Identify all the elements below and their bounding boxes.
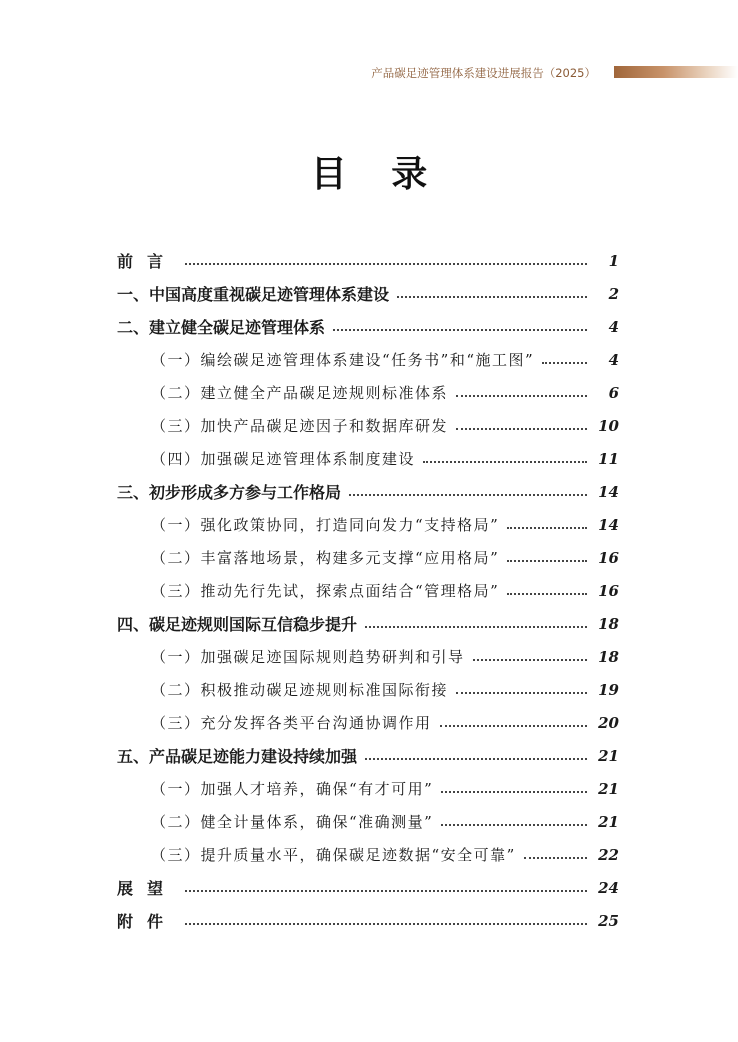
toc-leader-dots — [441, 824, 587, 826]
toc-leader-dots — [441, 791, 587, 793]
toc-leader-dots — [397, 296, 587, 298]
toc-entry-label: （一）编绘碳足迹管理体系建设“任务书”和“施工图” — [151, 351, 535, 369]
toc-entry-label: 前言 — [117, 252, 178, 271]
toc-entry-label: （一）加强人才培养，确保“有才可用” — [151, 780, 434, 798]
toc-entry-label: （一）加强碳足迹国际规则趋势研判和引导 — [151, 648, 465, 666]
page-header — [0, 64, 738, 82]
toc-entry-page-number: 21 — [598, 779, 619, 798]
toc-leader-dots — [542, 362, 587, 364]
toc-entry[interactable] — [117, 871, 619, 904]
toc-leader-dots — [507, 593, 587, 595]
toc-entry[interactable] — [117, 772, 619, 805]
toc-entry-label: （二）积极推动碳足迹规则标准国际衔接 — [151, 681, 449, 699]
toc-entry[interactable] — [117, 409, 619, 442]
toc-entry-label: （三）加快产品碳足迹因子和数据库研发 — [151, 417, 449, 435]
toc-entry-page-number: 18 — [598, 647, 619, 666]
toc-leader-dots — [185, 923, 587, 925]
toc-entry-label: （二）丰富落地场景，构建多元支撑“应用格局” — [151, 549, 500, 567]
toc-entry-label: 一、中国高度重视碳足迹管理体系建设 — [117, 285, 390, 304]
toc-entry-label: 五、产品碳足迹能力建设持续加强 — [117, 747, 358, 766]
toc-leader-dots — [185, 263, 587, 265]
toc-leader-dots — [507, 560, 587, 562]
toc-leader-dots — [185, 890, 587, 892]
toc-entry-label: （三）提升质量水平，确保碳足迹数据“安全可靠” — [151, 846, 516, 864]
toc-entry-page-number: 14 — [598, 482, 619, 501]
toc-entry-page-number: 4 — [608, 350, 619, 369]
toc-entry-label: （四）加强碳足迹管理体系制度建设 — [151, 450, 416, 468]
toc-entry-page-number: 22 — [598, 845, 619, 864]
toc-entry[interactable] — [117, 574, 619, 607]
toc-entry[interactable] — [117, 244, 619, 277]
toc-entry-page-number: 24 — [598, 878, 619, 897]
toc-entry[interactable] — [117, 442, 619, 475]
header-accent-bar — [614, 66, 738, 78]
toc-entry-label: 二、建立健全碳足迹管理体系 — [117, 318, 326, 337]
page-title: 目 录 — [310, 153, 444, 195]
toc-entry[interactable] — [117, 541, 619, 574]
toc-entry[interactable] — [117, 475, 619, 508]
toc-leader-dots — [473, 659, 587, 661]
toc-entry-page-number: 2 — [608, 284, 619, 303]
toc-leader-dots — [365, 758, 587, 760]
toc-entry-label: （二）健全计量体系，确保“准确测量” — [151, 813, 434, 831]
toc-entry[interactable] — [117, 640, 619, 673]
toc-leader-dots — [524, 857, 587, 859]
toc-entry[interactable] — [117, 673, 619, 706]
toc-entry-page-number: 25 — [598, 911, 619, 930]
toc-leader-dots — [456, 692, 587, 694]
toc-entry[interactable] — [117, 508, 619, 541]
toc-entry-page-number: 18 — [598, 614, 619, 633]
toc-entry-page-number: 1 — [608, 251, 619, 270]
toc-entry-label: 附件 — [117, 912, 178, 931]
toc-entry-page-number: 21 — [598, 812, 619, 831]
toc-entry-label: （三）充分发挥各类平台沟通协调作用 — [151, 714, 432, 732]
toc-leader-dots — [333, 329, 587, 331]
toc-leader-dots — [456, 428, 587, 430]
toc-entry-page-number: 16 — [598, 548, 619, 567]
toc-entry-label: 展望 — [117, 879, 178, 898]
toc-leader-dots — [440, 725, 587, 727]
toc-entry[interactable] — [117, 739, 619, 772]
toc-entry[interactable] — [117, 310, 619, 343]
table-of-contents — [117, 244, 619, 937]
toc-entry[interactable] — [117, 706, 619, 739]
toc-entry-label: （三）推动先行先试，探索点面结合“管理格局” — [151, 582, 500, 600]
toc-entry[interactable] — [117, 607, 619, 640]
toc-leader-dots — [456, 395, 587, 397]
toc-entry[interactable] — [117, 838, 619, 871]
toc-entry-page-number: 16 — [598, 581, 619, 600]
toc-entry-page-number: 19 — [598, 680, 619, 699]
toc-entry-page-number: 20 — [598, 713, 619, 732]
toc-entry[interactable] — [117, 904, 619, 937]
toc-entry-page-number: 6 — [608, 383, 619, 402]
report-title: 产品碳足迹管理体系建设进展报告（2025） — [371, 66, 596, 80]
toc-entry-label: （一）强化政策协同，打造同向发力“支持格局” — [151, 516, 500, 534]
toc-entry[interactable] — [117, 376, 619, 409]
toc-entry-page-number: 21 — [598, 746, 619, 765]
toc-entry-label: （二）建立健全产品碳足迹规则标准体系 — [151, 384, 449, 402]
toc-entry[interactable] — [117, 343, 619, 376]
toc-leader-dots — [349, 494, 587, 496]
toc-leader-dots — [365, 626, 587, 628]
toc-leader-dots — [507, 527, 587, 529]
toc-entry-page-number: 14 — [598, 515, 619, 534]
toc-entry-page-number: 4 — [608, 317, 619, 336]
toc-entry-page-number: 11 — [598, 449, 619, 468]
toc-entry[interactable] — [117, 277, 619, 310]
toc-leader-dots — [423, 461, 587, 463]
toc-entry-label: 三、初步形成多方参与工作格局 — [117, 483, 342, 502]
toc-entry[interactable] — [117, 805, 619, 838]
toc-entry-page-number: 10 — [598, 416, 619, 435]
toc-entry-label: 四、碳足迹规则国际互信稳步提升 — [117, 615, 358, 634]
